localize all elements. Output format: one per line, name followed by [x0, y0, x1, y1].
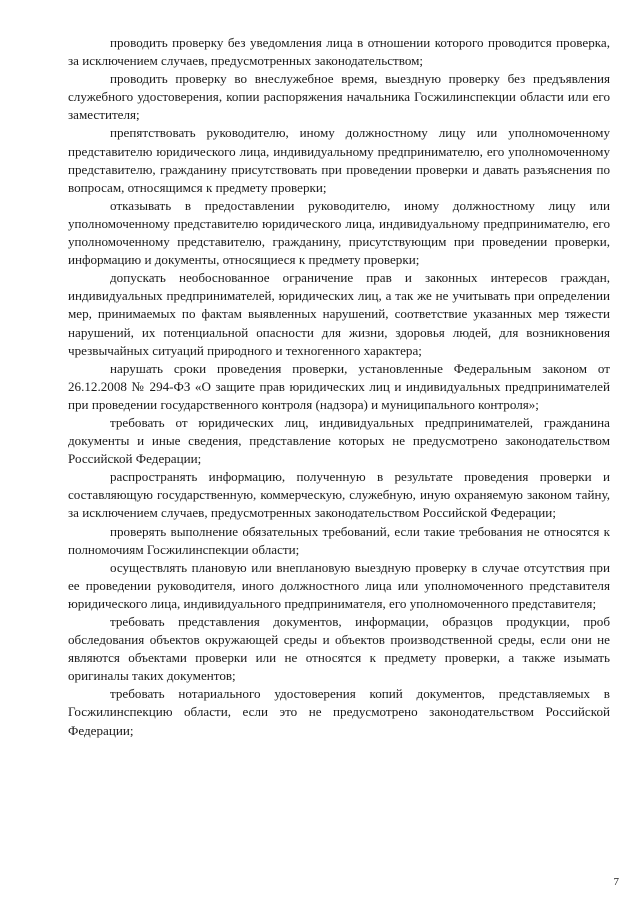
- paragraph-1: проводить проверку без уведомления лица в отношении которого проводится проверка, за исключением случаев, предусмотренных законодательством;: [68, 35, 610, 69]
- paragraph-9: проверять выполнение обязательных требований, если такие требования не относятся к полномочиям Госжилинспекции области;: [68, 523, 610, 557]
- paragraph-11: требовать представления документов, информации, образцов продукции, проб обследования объектов окружающей среды и объектов производственной среды, если они не являются объектами проверки или не относятся к предмету проверки, а также изымать оригиналы таких документов;: [68, 614, 610, 684]
- document-body: [68, 34, 610, 740]
- paragraph-12: требовать нотариального удостоверения копий документов, представляемых в Госжилинспекцию области, если это не предусмотрено законодательством Российской Федерации;: [68, 686, 610, 738]
- paragraph-8: распространять информацию, полученную в результате проведения проверки и составляющую государственную, коммерческую, служебную, иную охраняемую законом тайну, за исключением случаев, предусмотренных законодательством Российской Федерации;: [68, 469, 610, 521]
- page-number: 7: [613, 876, 619, 888]
- paragraph-10: осуществлять плановую или внеплановую выездную проверку в случае отсутствия при ее проведении руководителя, иного должностного лица или уполномоченного представителя юридического лица, индивидуального предпринимателя, его уполномоченного представителя;: [68, 559, 610, 611]
- paragraph-7: требовать от юридических лиц, индивидуальных предпринимателей, гражданина документы и иные сведения, представление которых не предусмотрено законодательством Российской Федерации;: [68, 414, 610, 467]
- paragraph-3: препятствовать руководителю, иному должностному лицу или уполномоченному представителю юридического лица, индивидуальному предпринимателю, его уполномоченному представителю, гражданину присутствовать при проведении проверки и давать разъяснения по вопросам, относящимся к предмету проверки;: [68, 125, 610, 195]
- paragraph-6: нарушать сроки проведения проверки, установленные Федеральным законом от 26.12.2008 № 294-ФЗ «О защите прав юридических лиц и индивидуальных предпринимателей при проведении государственного контроля (надзора) и муниципального контроля»;: [68, 360, 610, 412]
- paragraph-2: проводить проверку во внеслужебное время, выездную проверку без предъявления служебного удостоверения, копии распоряжения начальника Госжилинспекции области или его заместителя;: [68, 71, 610, 123]
- paragraph-5: допускать необоснованное ограничение прав и законных интересов граждан, индивидуальных предпринимателей, юридических лиц, а так же не учитывать при определении мер, принимаемых по фактам выявленных нарушений, соответствие указанных мер тяжести нарушений, их потенциальной опасности для жизни, здоровья людей, для возникновения чрезвычайных ситуаций природного и техногенного характера;: [68, 270, 610, 358]
- paragraph-4: отказывать в предоставлении руководителю, иному должностному лицу или уполномоченному представителю юридического лица, индивидуальному предпринимателю, его уполномоченному представителю, гражданину, присутствующим при проведении проверки, информацию и документы, относящиеся к предмету проверки;: [68, 197, 610, 268]
